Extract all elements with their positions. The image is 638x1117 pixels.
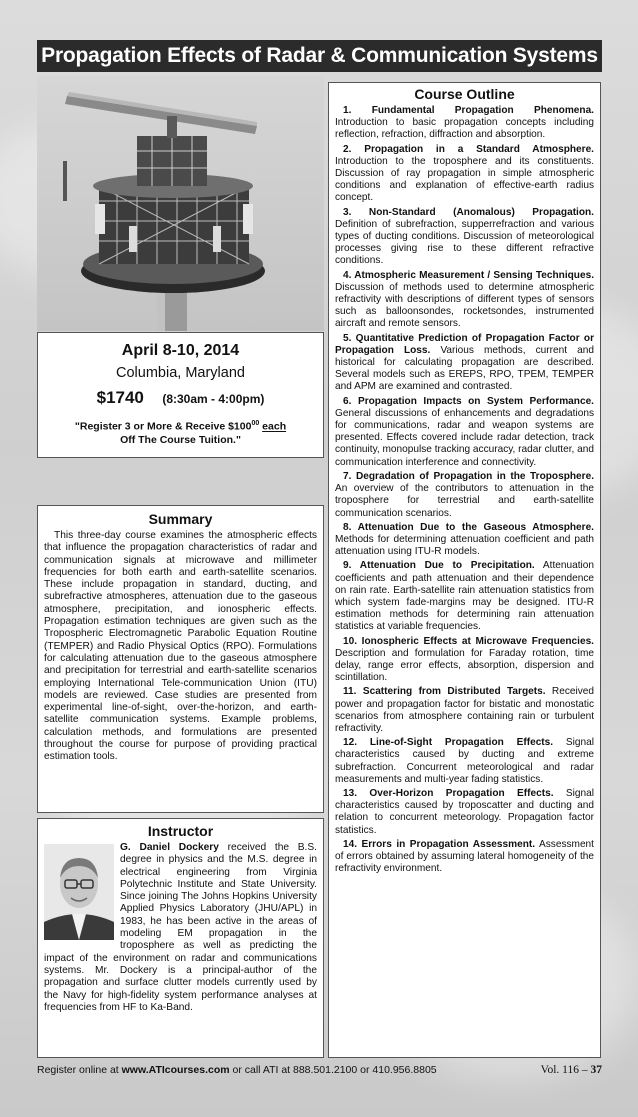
course-outline-box: [328, 82, 601, 1058]
footer-register-text: Register online at: [37, 1064, 122, 1076]
outline-item: 13. Over-Horizon Propagation Effects. Signal characteristics caused by troposcatter and ducting and relation to concurrent meteorology. Propagation factor statistics.: [335, 787, 594, 836]
summary-heading: Summary: [148, 511, 213, 527]
outline-item: 11. Scattering from Distributed Targets. Received power and propagation factor for bistatic and monostatic scenarios from atmosphere containing rain or turbulent refractivity.: [335, 686, 594, 734]
course-location: Columbia, Maryland: [116, 365, 245, 381]
outline-item: 10. Ionospheric Effects at Microwave Frequencies. Description and formulation for Faraday rotation, time delay, range error effects, absorption, dispersion and scintillation.: [335, 635, 594, 684]
price-line: [38, 388, 323, 408]
footer-volume: [541, 1064, 602, 1076]
outline-item: 9. Attenuation Due to Precipitation. Attenuation coefficients and path attenuation and their dependence on rain rate. Earth-satellite rain attenuation statistics from which system fade-margins may be designed. ITU-R estimation methods for determining rain attenuation statistics at variable frequencies.: [335, 560, 594, 633]
instructor-heading: Instructor: [147, 823, 214, 839]
radar-tower-photo: [37, 76, 324, 331]
footer: [37, 1064, 602, 1076]
promo-line-1: "Register 3 or More & Receive $100: [74, 420, 252, 433]
outline-item: 8. Attenuation Due to the Gaseous Atmosphere. Methods for determining attenuation coefficient and path attenuation using ITU-R models.: [335, 521, 594, 558]
outline-item: 12. Line-of-Sight Propagation Effects. Signal characteristics caused by ducting and extreme subrefraction. Concurrent meteorological and radar measurements and multi-year fading statistics.: [335, 737, 594, 785]
outline-heading: Course Outline: [414, 86, 515, 102]
instructor-name: G. Daniel Dockery: [120, 842, 219, 853]
outline-item: 14. Errors in Propagation Assessment. Assessment of errors obtained by assuming lateral homogeneity of the refractivity environment.: [335, 838, 594, 875]
promo-superscript: 00: [251, 420, 260, 427]
footer-website-link[interactable]: www.ATIcourses.com: [121, 1064, 230, 1076]
promo-line-2: Off The Course Tuition.": [120, 433, 241, 446]
outline-item: 6. Propagation Impacts on System Performance. General discussions of enhancements and degradations for communications, radar and weapon systems are presented. Effects covered include radar detection, track continuity, monopulse tracking accuracy, radar clutter, and communication interference and connectivity.: [335, 395, 594, 468]
page-title: Propagation Effects of Radar & Communication Systems: [37, 40, 602, 72]
outline-item: 7. Degradation of Propagation in the Troposphere. An overview of the contributors to attenuation in the troposphere for terrestrial and earth-satellite communication scenarios.: [335, 470, 594, 519]
instructor-bio-text: received the B.S. degree in physics and the M.S. degree in electrical engineering from Virginia Polytechnic Institute and State University. Since joining The Johns Hopkins University Applied Physics Laboratory (JHU/APL) in 1983, he has been active in the areas of modeling EM propagation in the troposphere as well as predicting the impact of the environment on radar and communications systems. Mr. Dockery is a principal-author of the propagation and surface clutter models currently used by the Navy for high-fidelity system performance analyses at frequencies from HF to Ka-Band.: [44, 842, 317, 1013]
outline-item: 2. Propagation in a Standard Atmosphere. Introduction to the troposphere and its constituents. Discussion of ray propagation in simple atmospheric conditions and explanation of effective-earth radius concept.: [335, 143, 594, 204]
course-time: (8:30am - 4:00pm): [162, 392, 265, 406]
course-date: April 8-10, 2014: [121, 342, 240, 359]
outline-item: 4. Atmospheric Measurement / Sensing Techniques. Discussion of methods used to determine atmospheric refractivity with descriptions of different types of sensors such as balloonsondes, rocketsondes, instrumented aircraft and remote sensors.: [335, 269, 594, 330]
summary-box: [37, 505, 324, 813]
outline-item: 3. Non-Standard (Anomalous) Propagation. Definition of subrefraction, supperrefraction and various types of ducting conditions. Discussion of meteorological processes giving rise to these different refractive conditions.: [335, 206, 594, 267]
course-price: $1740: [96, 388, 144, 407]
instructor-bio: [44, 842, 317, 1014]
outline-item: 1. Fundamental Propagation Phenomena. Introduction to basic propagation concepts including reflection, refraction, diffraction and absorption.: [335, 105, 594, 141]
summary-text: This three-day course examines the atmospheric effects that influence the propagation characteristics of radar and communication signals at microwave and millimeter frequencies for both earth and earth-satellite scenarios. These include propagation in standard, ducting, and subrefractive atmospheres, attenuation due to the gaseous atmosphere, precipitation, and ionospheric effects. Propagation estimation techniques are given such as the Tropospheric Electromagnetic Parabolic Equation Routine (TEMPER) and Radio Physical Optics (RPO). Formulations for calculating attenuation due to the gaseous atmosphere and precipitation for terrestrial and earth-satellite scenarios employing International Tele-communication Union (ITU) models are reviewed. Case studies are presented from experimental line-of-sight, over-the-horizon, and earth-satellite communication systems. Example problems, calculation methods, and formulations are presented throughout the course for purpose of providing practical estimation tools.: [44, 530, 317, 763]
promo-each: each: [262, 420, 287, 433]
volume-label: Vol. 116 –: [540, 1064, 591, 1076]
instructor-box: [37, 818, 324, 1058]
promo-text: [38, 417, 323, 447]
footer-phone-text: or call ATI at 888.501.2100 or 410.956.8805: [229, 1064, 437, 1076]
page-number: 37: [590, 1064, 602, 1076]
outline-item: 5. Quantitative Prediction of Propagation Factor or Propagation Loss. Various methods, current and historical for calculating propagation are described. Several models such as EREPS, RPO, TPEM, TEMPER and APM are examined and contrasted.: [335, 332, 594, 393]
instructor-photo: [44, 844, 114, 940]
date-price-box: [37, 332, 324, 458]
